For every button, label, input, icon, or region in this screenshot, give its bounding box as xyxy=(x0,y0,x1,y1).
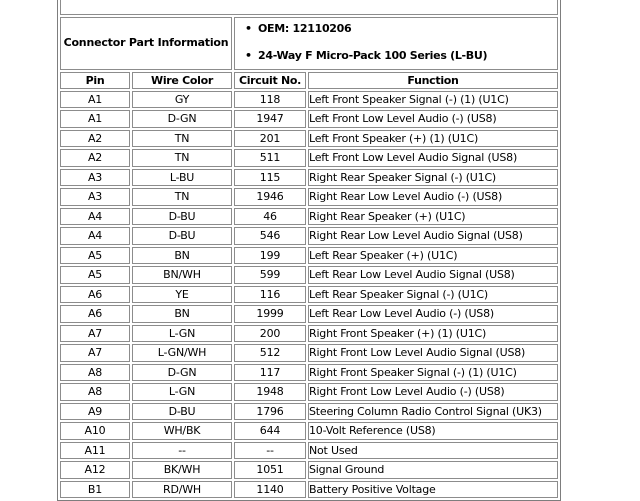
table-row xyxy=(60,208,558,226)
pin-cell: A3 xyxy=(60,169,130,187)
function-cell: Right Rear Speaker Signal (-) (U1C) xyxy=(308,169,558,187)
table-row xyxy=(60,91,558,109)
circuit-no-cell: 644 xyxy=(234,422,306,440)
connector-details-cell xyxy=(234,17,558,70)
function-cell: Right Front Speaker Signal (-) (1) (U1C) xyxy=(308,364,558,382)
col-header-wire-color: Wire Color xyxy=(132,72,232,89)
function-cell: Right Front Low Level Audio (-) (US8) xyxy=(308,383,558,401)
table-row xyxy=(60,286,558,304)
table-row xyxy=(60,247,558,265)
function-cell: Left Rear Speaker Signal (-) (U1C) xyxy=(308,286,558,304)
pin-cell: A3 xyxy=(60,188,130,206)
function-cell: Left Front Speaker Signal (-) (1) (U1C) xyxy=(308,91,558,109)
table-row xyxy=(60,442,558,460)
pin-cell: A1 xyxy=(60,91,130,109)
wire-color-cell: RD/WH xyxy=(132,481,232,499)
pin-cell: A5 xyxy=(60,247,130,265)
function-cell: Signal Ground xyxy=(308,461,558,479)
circuit-no-cell: 117 xyxy=(234,364,306,382)
circuit-no-cell: 116 xyxy=(234,286,306,304)
wire-color-cell: YE xyxy=(132,286,232,304)
circuit-no-cell: 118 xyxy=(234,91,306,109)
table-row xyxy=(60,325,558,343)
circuit-no-cell: 201 xyxy=(234,130,306,148)
circuit-no-cell: 546 xyxy=(234,227,306,245)
pin-cell: A12 xyxy=(60,461,130,479)
table-row xyxy=(60,403,558,421)
list-item xyxy=(245,49,557,63)
circuit-no-cell: 599 xyxy=(234,266,306,284)
col-header-function: Function xyxy=(308,72,558,89)
empty-top-row xyxy=(60,0,558,15)
circuit-no-cell: 46 xyxy=(234,208,306,226)
function-cell: Right Front Low Level Audio Signal (US8) xyxy=(308,344,558,362)
function-cell: Battery Positive Voltage xyxy=(308,481,558,499)
pin-cell: B1 xyxy=(60,481,130,499)
table-row xyxy=(60,227,558,245)
pin-cell: A8 xyxy=(60,364,130,382)
connector-part-info-label: Connector Part Information xyxy=(60,17,232,70)
table-row xyxy=(60,461,558,479)
circuit-no-cell: 1051 xyxy=(234,461,306,479)
pinout-rows xyxy=(60,91,558,499)
pin-cell: A1 xyxy=(60,110,130,128)
function-cell: Right Front Speaker (+) (1) (U1C) xyxy=(308,325,558,343)
pin-cell: A6 xyxy=(60,305,130,323)
pin-cell: A11 xyxy=(60,442,130,460)
bullet-icon: • xyxy=(245,49,252,62)
function-cell: 10-Volt Reference (US8) xyxy=(308,422,558,440)
function-cell: Right Rear Low Level Audio Signal (US8) xyxy=(308,227,558,245)
table-row xyxy=(60,481,558,499)
pin-cell: A9 xyxy=(60,403,130,421)
circuit-no-cell: 1140 xyxy=(234,481,306,499)
table-row xyxy=(60,266,558,284)
wire-color-cell: D-BU xyxy=(132,403,232,421)
wire-color-cell: D-GN xyxy=(132,110,232,128)
wire-color-cell: L-BU xyxy=(132,169,232,187)
table-row xyxy=(60,364,558,382)
list-item xyxy=(245,22,557,36)
circuit-no-cell: 1947 xyxy=(234,110,306,128)
wire-color-cell: D-BU xyxy=(132,208,232,226)
wire-color-cell: BN/WH xyxy=(132,266,232,284)
table-row xyxy=(60,383,558,401)
circuit-no-cell: -- xyxy=(234,442,306,460)
pin-cell: A4 xyxy=(60,208,130,226)
wire-color-cell: TN xyxy=(132,130,232,148)
circuit-no-cell: 199 xyxy=(234,247,306,265)
function-cell: Left Front Low Level Audio (-) (US8) xyxy=(308,110,558,128)
circuit-no-cell: 1999 xyxy=(234,305,306,323)
pin-cell: A5 xyxy=(60,266,130,284)
empty-cell xyxy=(60,0,558,15)
bullet-icon: • xyxy=(245,21,252,35)
circuit-no-cell: 511 xyxy=(234,149,306,167)
wire-color-cell: BN xyxy=(132,305,232,323)
function-cell: Left Rear Speaker (+) (U1C) xyxy=(308,247,558,265)
function-cell: Right Rear Low Level Audio (-) (US8) xyxy=(308,188,558,206)
wire-color-cell: BK/WH xyxy=(132,461,232,479)
pin-cell: A10 xyxy=(60,422,130,440)
wire-color-cell: D-GN xyxy=(132,364,232,382)
circuit-no-cell: 1796 xyxy=(234,403,306,421)
wire-color-cell: -- xyxy=(132,442,232,460)
circuit-no-cell: 1948 xyxy=(234,383,306,401)
wire-color-cell: WH/BK xyxy=(132,422,232,440)
wire-color-cell: L-GN xyxy=(132,383,232,401)
col-header-pin: Pin xyxy=(60,72,130,89)
circuit-no-cell: 115 xyxy=(234,169,306,187)
wire-color-cell: L-GN xyxy=(132,325,232,343)
connector-info-row xyxy=(60,17,558,70)
wire-color-cell: L-GN/WH xyxy=(132,344,232,362)
pin-cell: A8 xyxy=(60,383,130,401)
function-cell: Left Rear Low Level Audio (-) (US8) xyxy=(308,305,558,323)
pin-cell: A7 xyxy=(60,325,130,343)
pin-cell: A4 xyxy=(60,227,130,245)
table-row xyxy=(60,422,558,440)
function-cell: Steering Column Radio Control Signal (UK3) xyxy=(308,403,558,421)
table-row xyxy=(60,149,558,167)
circuit-no-cell: 512 xyxy=(234,344,306,362)
wire-color-cell: TN xyxy=(132,149,232,167)
col-header-circuit-no: Circuit No. xyxy=(234,72,306,89)
table-row xyxy=(60,188,558,206)
pin-cell: A2 xyxy=(60,149,130,167)
function-cell: Right Rear Speaker (+) (U1C) xyxy=(308,208,558,226)
wire-color-cell: D-BU xyxy=(132,227,232,245)
connector-details-list xyxy=(235,18,557,69)
connector-series: 24-Way F Micro-Pack 100 Series (L-BU) xyxy=(258,49,488,62)
table-row xyxy=(60,169,558,187)
function-cell: Left Front Speaker (+) (1) (U1C) xyxy=(308,130,558,148)
wire-color-cell: BN xyxy=(132,247,232,265)
table-row xyxy=(60,130,558,148)
table-row xyxy=(60,305,558,323)
table-row xyxy=(60,110,558,128)
circuit-no-cell: 1946 xyxy=(234,188,306,206)
pin-cell: A2 xyxy=(60,130,130,148)
oem-number: OEM: 12110206 xyxy=(258,21,352,35)
wire-color-cell: GY xyxy=(132,91,232,109)
pin-cell: A6 xyxy=(60,286,130,304)
pin-cell: A7 xyxy=(60,344,130,362)
function-cell: Left Front Low Level Audio Signal (US8) xyxy=(308,149,558,167)
document-page xyxy=(57,0,561,501)
function-cell: Not Used xyxy=(308,442,558,460)
wire-color-cell: TN xyxy=(132,188,232,206)
circuit-no-cell: 200 xyxy=(234,325,306,343)
function-cell: Left Rear Low Level Audio Signal (US8) xyxy=(308,266,558,284)
connector-pinout-table xyxy=(57,0,561,501)
header-row xyxy=(60,72,558,89)
table-row xyxy=(60,344,558,362)
